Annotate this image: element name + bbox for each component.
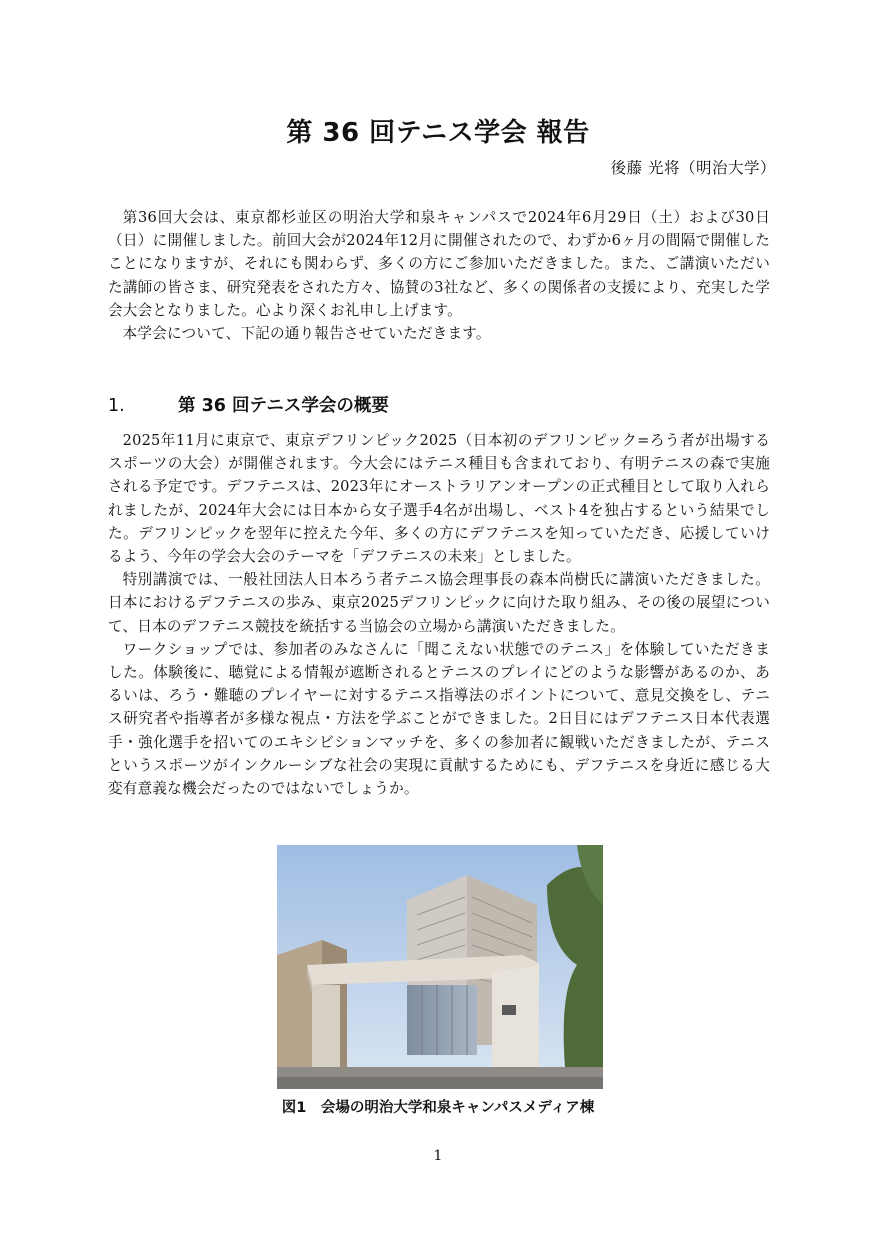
section-heading [108,392,770,417]
section-body [108,429,770,800]
intro-paragraph: 第36回大会は、東京都杉並区の明治大学和泉キャンパスで2024年6月29日（土）および30日（日）に開催しました。前回大会が2024年12月に開催されたので、わずか6ヶ月の間隔で開催したことになりますが、それにも関わらず、多くの方にご参加いただきました。また、ご講演いただいた講師の皆さま、研究発表をされた方々、協賛の3社など、多くの関係者の支援により、充実した学会大会となりました。心より深くお礼申し上げます。 [108,209,770,319]
page-title: 第 36 回テニス学会 報告 [286,118,590,148]
body-paragraph: ワークショップでは、参加者のみなさんに「聞こえない状態でのテニス」を体験していただきました。体験後に、聴覚による情報が遮断されるとテニスのプレイにどのような影響があるのか、あるいは、ろう・難聴のプレイヤーに対するテニス指導法のポイントについて、意見交換をし、テニス研究者や指導者が多様な視点・方法を学ぶことができました。2日目にはデフテニス日本代表選手・強化選手を招いてのエキシビションマッチを、多くの参加者に観戦いただきましたが、テニスというスポーツがインクルーシブな社会の実現に貢献するためにも、デフテニスを身近に感じる大変有意義な機会だったのではないでしょうか。 [108,640,770,798]
body-paragraph: 特別講演では、一般社団法人日本ろう者テニス協会理事長の森本尚樹氏に講演いただきました。日本におけるデフテニスの歩み、東京2025デフリンピックに向けた取り組み、その後の展望について、日本のデフテニス競技を統括する当協会の立場から講演いただきました。 [108,571,770,635]
section-title: 第 36 回テニス学会の概要 [178,396,389,416]
figure-caption: 図1 会場の明治大学和泉キャンパスメディア棟 [281,1100,595,1116]
intro-section [108,206,770,345]
author-line: 後藤 光将（明治大学） [610,159,776,177]
body-paragraph: 2025年11月に東京で、東京デフリンピック2025（日本初のデフリンピック=ろう者が出場するスポーツの大会）が開催されます。今大会にはテニス種目も含まれており、有明テニスの森で実施される予定です。デフテニスは、2023年にオーストラリアンオープンの正式種目として取り入れられましたが、2024年大会には日本から女子選手4名が出場し、ベスト4を独占するという結果でした。デフリンピックを翌年に控えた今年、多くの方にデフテニスを知っていただき、応援していけるよう、今年の学会大会のテーマを「デフテニスの未来」としました。 [108,432,770,566]
page-number: 1 [433,1148,443,1164]
section-number: 1. [108,396,125,416]
intro-paragraph: 本学会について、下記の通り報告させていただきます。 [122,325,491,343]
campus-building-photo [277,845,603,1089]
